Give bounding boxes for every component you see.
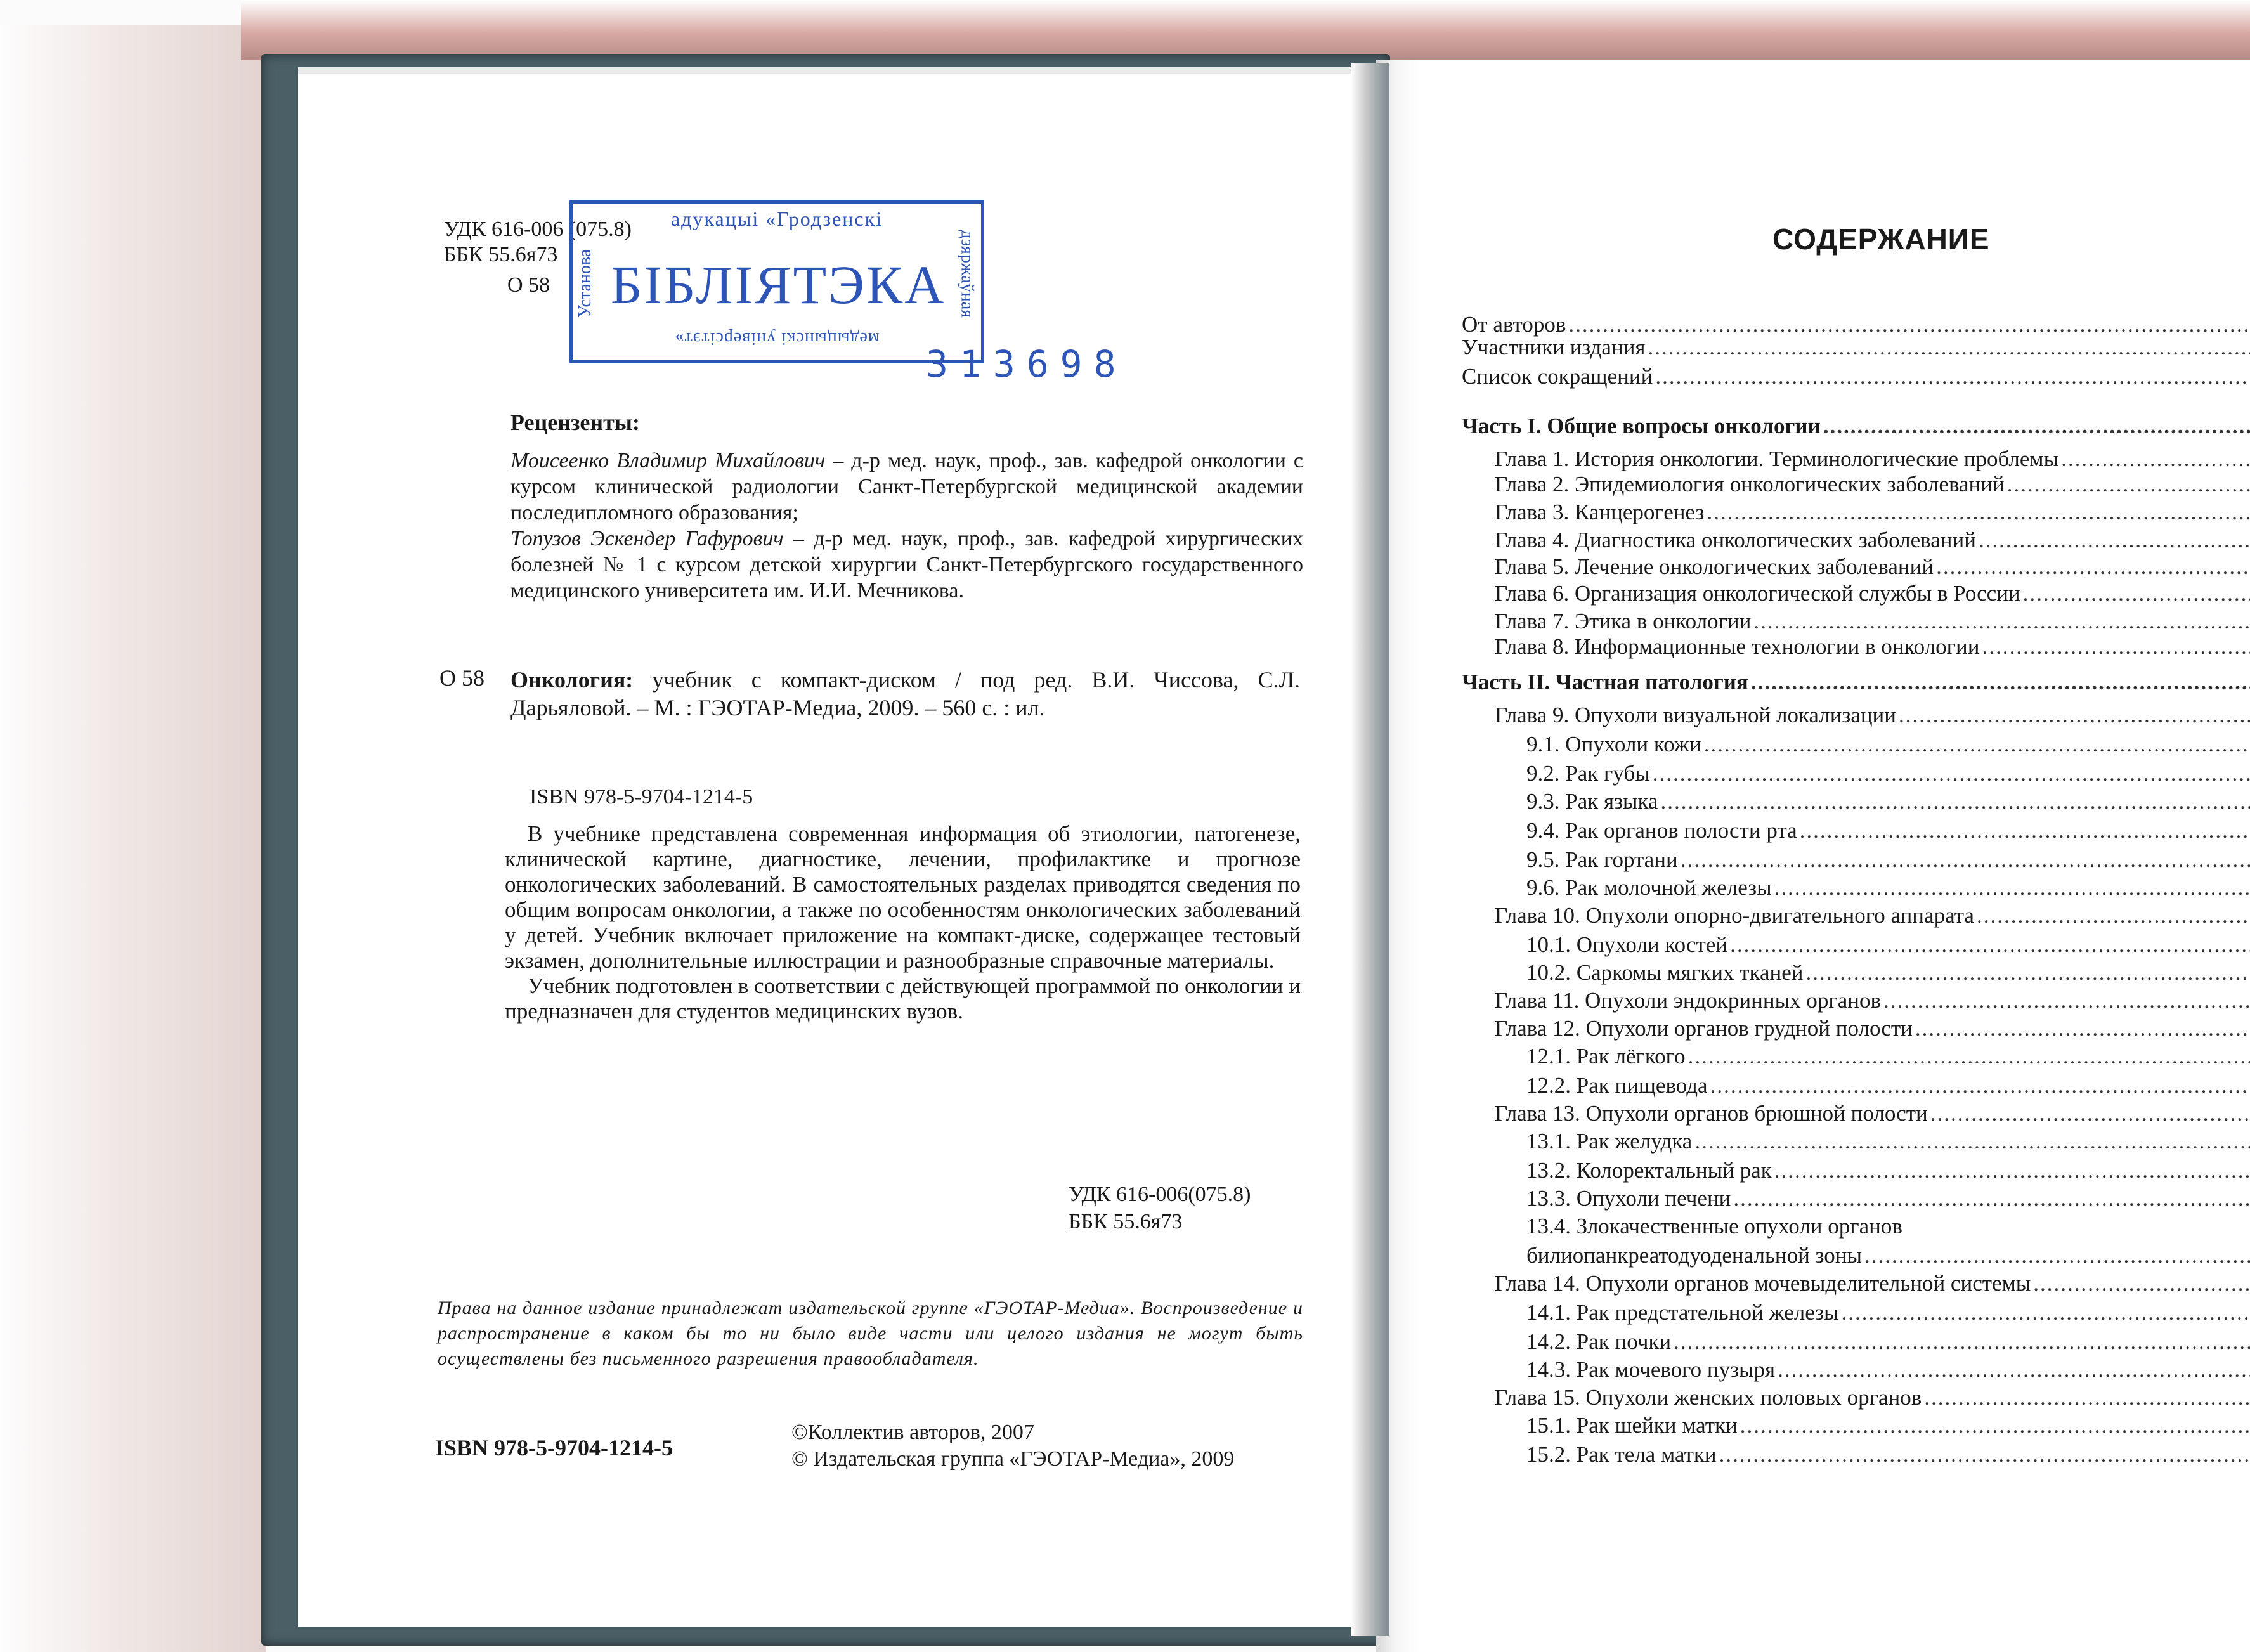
- toc-leader: [1688, 1043, 2250, 1070]
- reviewer-1-name: Моисеенко Владимир Михайлович: [510, 449, 826, 472]
- toc-entry: [1462, 1384, 2250, 1412]
- reviewer-2-name: Топузов Эскендер Гафурович: [510, 527, 784, 550]
- toc-entry-label: Участники издания: [1462, 335, 1646, 360]
- stamp-side-right: дзяржаўная: [958, 230, 977, 318]
- toc-entry-label: Глава 12. Опухоли органов грудной полости: [1495, 1016, 1913, 1041]
- toc-entry: [1462, 817, 2250, 845]
- toc-entry: [1462, 1299, 2250, 1327]
- toc-entry-label: Часть I. Общие вопросы онкологии: [1462, 413, 1821, 438]
- bib-title: Онкология:: [510, 667, 634, 693]
- toc-leader: [1681, 846, 2250, 874]
- stamp-side-left: Установа: [575, 249, 595, 318]
- inventory-number: 313698: [926, 342, 1128, 386]
- toc-leader: [1774, 1157, 2250, 1185]
- toc-entry-label: Глава 2. Эпидемиология онкологических заболеваний: [1495, 472, 2005, 497]
- toc-entry-label: Глава 4. Диагностика онкологических заболеваний: [1495, 528, 1976, 552]
- toc-entry: [1462, 1072, 2250, 1100]
- toc-entry-label: Глава 9. Опухоли визуальной локализации: [1495, 703, 1897, 727]
- toc-leader: [1778, 1356, 2250, 1384]
- toc-entry-label: Глава 8. Информационные технологии в онкологии: [1495, 634, 1980, 659]
- toc-entry: [1462, 580, 2250, 608]
- toc-leader: [1655, 363, 2250, 391]
- isbn-bottom: ISBN 978-5-9704-1214-5: [435, 1435, 673, 1460]
- rights-notice: Права на данное издание принадлежат издательской группе «ГЭОТАР-Медиа». Воспроизведение и распространение в каком бы то ни было виде части или целого издания не могут быть осуществлены без письменного разрешения правообладателя.: [438, 1298, 1303, 1369]
- toc-entry-label: 13.3. Опухоли печени: [1526, 1186, 1731, 1211]
- toc-entry: [1462, 363, 2250, 391]
- reviewer-1: [510, 448, 1303, 526]
- toc-entry-label: 9.4. Рак органов полости рта: [1526, 818, 1797, 843]
- toc-entry: [1462, 1157, 2250, 1185]
- toc-entry: [1462, 731, 2250, 758]
- copyright-authors: ©Коллектив авторов, 2007: [791, 1421, 1034, 1444]
- toc-entry: [1462, 1043, 2250, 1070]
- toc-leader: [1707, 498, 2250, 526]
- toc-leader: [1924, 1384, 2250, 1412]
- toc-leader: [1751, 668, 2250, 696]
- toc-leader: [2023, 580, 2250, 608]
- toc-entry-label: Глава 15. Опухоли женских половых органов: [1495, 1385, 1922, 1410]
- toc-leader: [1719, 1441, 2250, 1469]
- toc-leader: [1774, 874, 2250, 902]
- toc-leader: [2061, 445, 2250, 473]
- udk-code-bottom: УДК 616-006(075.8): [1069, 1183, 1251, 1206]
- abstract: [505, 821, 1301, 1024]
- toc-entry-label: 10.1. Опухоли костей: [1526, 932, 1728, 957]
- toc-part: [1462, 668, 2250, 696]
- toc-leader: [1730, 931, 2250, 959]
- stamp-line-bottom: медыцынскі універсітэт»: [674, 328, 880, 348]
- toc-entry: [1462, 471, 2250, 498]
- toc-leader: [1915, 1015, 2250, 1043]
- bib-text: учебник с компакт-диском / под ред. В.И. Чиссова, С.Л. Дарьяловой. – М. : ГЭОТАР-Медиа, 2009. – 560 с. : ил.: [510, 667, 1300, 720]
- toc-entry: [1462, 553, 2250, 581]
- toc-entry: [1462, 874, 2250, 902]
- toc-entry-label: билиопанкреатодуоденальной зоны: [1526, 1243, 1862, 1268]
- reviewer-2-text: – д-р мед. наук, проф., зав. кафедрой хирургических болезней № 1 с курсом детской хирургии Санкт-Петербургского государственного медицинского университета им. И.И. Мечникова.: [510, 527, 1303, 602]
- toc-leader: [1674, 1328, 2250, 1356]
- toc-entry: [1462, 1185, 2250, 1213]
- toc-leader: [1753, 608, 2250, 635]
- toc-leader: [1648, 334, 2250, 361]
- scan-shadow-left: [0, 25, 266, 1652]
- toc-leader: [1694, 1128, 2250, 1155]
- book-gutter: [1351, 63, 1389, 1636]
- toc-title: СОДЕРЖАНИЕ: [1772, 223, 1990, 256]
- toc-leader: [1979, 526, 2250, 554]
- toc-entry-label: 9.6. Рак молочной железы: [1526, 875, 1772, 900]
- toc-entry-label: Глава 1. История онкологии. Терминологические проблемы: [1495, 446, 2059, 471]
- toc-entry: [1462, 1270, 2250, 1298]
- toc-leader: [1733, 1185, 2250, 1213]
- copyright-publisher: © Издательская группа «ГЭОТАР-Медиа», 2009: [791, 1447, 1235, 1471]
- toc-entry: [1462, 1441, 2250, 1469]
- toc-entry: [1462, 701, 2250, 729]
- reviewer-2: [510, 526, 1303, 604]
- toc-leader: [1982, 633, 2250, 661]
- toc-entry-label: 14.1. Рак предстательной железы: [1526, 1300, 1839, 1325]
- toc-entry-label: 9.3. Рак языка: [1526, 789, 1658, 814]
- toc-entry: [1462, 959, 2250, 987]
- toc-leader: [1936, 553, 2250, 581]
- toc-leader: [2033, 1270, 2250, 1298]
- toc-entry-label: 9.2. Рак губы: [1526, 761, 1650, 786]
- stamp-main-text: БІБЛІЯТЭКА: [611, 254, 946, 315]
- toc-entry-label: Глава 3. Канцерогенез: [1495, 500, 1705, 524]
- toc-entry-label: Глава 7. Этика в онкологии: [1495, 609, 1752, 634]
- toc-entry: [1462, 1412, 2250, 1440]
- toc-entry: [1462, 334, 2250, 361]
- toc-leader: [1740, 1412, 2250, 1440]
- toc-entry: [1462, 931, 2250, 959]
- reviewers-block: [510, 448, 1303, 604]
- toc-entry-label: 13.4. Злокачественные опухоли органов: [1526, 1214, 1902, 1239]
- toc-entry-label: 10.2. Саркомы мягких тканей: [1526, 960, 1804, 985]
- isbn-middle: ISBN 978-5-9704-1214-5: [530, 785, 753, 809]
- toc-entry: [1462, 445, 2250, 473]
- toc-entry-label: 15.2. Рак тела матки: [1526, 1442, 1717, 1467]
- reviewer-1-text: – д-р мед. наук, проф., зав. кафедрой онкологии с курсом клинической радиологии Санкт-Петербургской медицинской академии последипломного образования;: [510, 449, 1304, 524]
- toc-leader: [1704, 731, 2250, 758]
- toc-entry-label: Глава 10. Опухоли опорно-двигательного аппарата: [1495, 903, 1974, 928]
- toc-leader: [1899, 701, 2250, 729]
- toc-entry-label: 9.5. Рак гортани: [1526, 847, 1678, 872]
- toc-entry-label: Список сокращений: [1462, 364, 1653, 389]
- bbk-code-top: ББК 55.6я73: [444, 243, 558, 266]
- toc-entry: [1462, 1015, 2250, 1043]
- abstract-paragraph-2: Учебник подготовлен в соответствии с действующей программой по онкологии и предназначен для студентов медицинских вузов.: [505, 973, 1301, 1024]
- toc-entry: [1462, 987, 2250, 1015]
- toc-entry-label: 14.3. Рак мочевого пузыря: [1526, 1357, 1776, 1382]
- toc-entry: [1462, 526, 2250, 554]
- author-code-top: О 58: [507, 273, 550, 297]
- toc-entry: [1462, 1242, 2250, 1270]
- toc-entry: [1462, 498, 2250, 526]
- toc-entry-label: Глава 11. Опухоли эндокринных органов: [1495, 988, 1881, 1013]
- toc-entry: [1462, 1128, 2250, 1155]
- toc-leader: [1930, 1100, 2250, 1128]
- abstract-paragraph-1: В учебнике представлена современная информация об этиологии, патогенезе, клинической картине, диагностике, лечении, профилактике и прогнозе онкологических заболеваний. В самостоятельных разделах приводятся сведения по общим вопросам онкологии, а также по особенностям онкологических заболеваний у детей. Учебник включает приложение на компакт-диске, содержащее тестовый экзамен, дополнительные иллюстрации и разнообразные справочные материалы.: [505, 821, 1301, 973]
- toc-entry: [1462, 633, 2250, 661]
- toc-entry: [1462, 902, 2250, 930]
- toc-entry-label: Глава 5. Лечение онкологических заболеваний: [1495, 554, 1934, 579]
- toc-entry-label: Часть II. Частная патология: [1462, 670, 1748, 694]
- toc-entry: [1462, 608, 2250, 635]
- toc-entry: [1462, 846, 2250, 874]
- toc-leader: [1800, 817, 2250, 845]
- toc-entry: [1462, 1356, 2250, 1384]
- toc-entry-label: Глава 14. Опухоли органов мочевыделительной системы: [1495, 1271, 2031, 1296]
- toc-entry-label: 13.1. Рак желудка: [1526, 1129, 1693, 1154]
- toc-leader: [2007, 471, 2250, 498]
- toc-entry-label: 15.1. Рак шейки матки: [1526, 1413, 1738, 1438]
- reviewers-heading: Рецензенты:: [510, 410, 640, 435]
- bib-code: О 58: [439, 665, 484, 691]
- toc-entry-label: Глава 13. Опухоли органов брюшной полости: [1495, 1101, 1928, 1126]
- scan-shadow-top: [241, 0, 2250, 60]
- toc-leader: [1823, 412, 2250, 440]
- toc-leader: [1653, 760, 2250, 788]
- stamp-line-top: адукацыі «Гродзенскі: [670, 207, 883, 230]
- toc-leader: [1660, 788, 2250, 816]
- toc-entry-label: 13.2. Колоректальный рак: [1526, 1158, 1772, 1183]
- toc-entry-label: Глава 6. Организация онкологической службы в России: [1495, 581, 2020, 606]
- library-stamp: [569, 200, 984, 363]
- bibliographic-record: [510, 666, 1300, 722]
- toc-entry-label: 12.1. Рак лёгкого: [1526, 1044, 1686, 1069]
- toc-leader: [1864, 1242, 2250, 1270]
- toc-leader: [1842, 1299, 2250, 1327]
- toc-entry-label: 9.1. Опухоли кожи: [1526, 732, 1701, 757]
- toc-leader: [1977, 902, 2250, 930]
- toc-leader: [1710, 1072, 2250, 1100]
- toc-part: [1462, 412, 2250, 440]
- toc-entry-label: От авторов: [1462, 312, 1566, 337]
- page-edge: [298, 67, 1363, 74]
- toc-entry-label: 14.2. Рак почки: [1526, 1329, 1672, 1354]
- toc-entry: [1462, 788, 2250, 816]
- toc-entry: [1462, 1100, 2250, 1128]
- udk-code-top: УДК 616-006 (075.8): [444, 218, 632, 241]
- toc-entry: [1462, 1328, 2250, 1356]
- toc-entry-label: 12.2. Рак пищевода: [1526, 1073, 1708, 1098]
- toc-leader: [1806, 959, 2250, 987]
- toc-entry: [1462, 760, 2250, 788]
- bbk-code-bottom: ББК 55.6я73: [1069, 1210, 1183, 1233]
- toc-leader: [1883, 987, 2250, 1015]
